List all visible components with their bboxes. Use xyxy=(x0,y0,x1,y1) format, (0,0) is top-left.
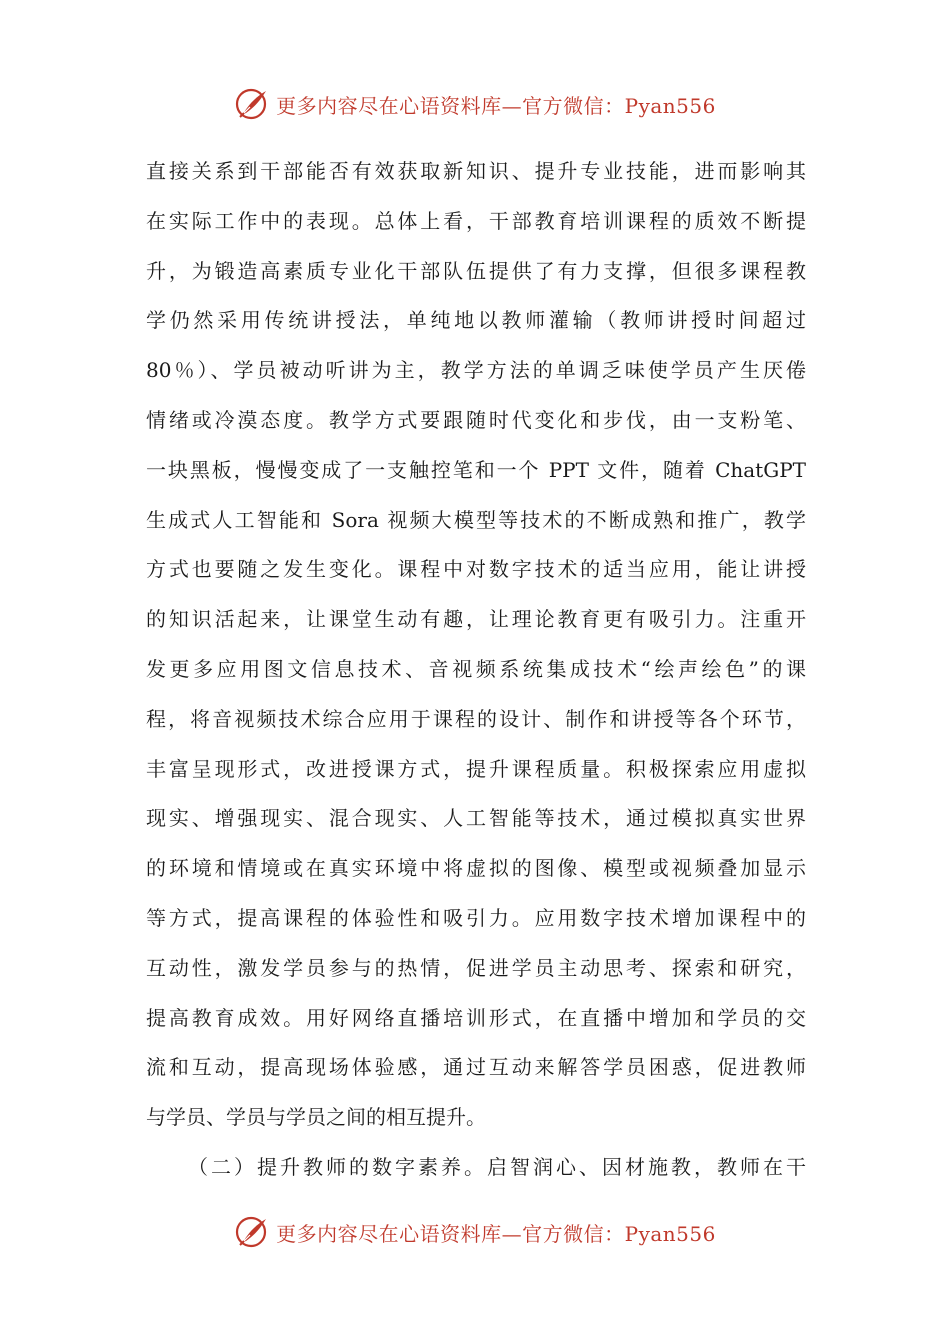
section-heading-line: （二）提升教师的数字素养。启智润心、因材施教，教师在干 xyxy=(188,1154,806,1179)
text-line: 发更多应用图文信息技术、音视频系统集成技术“绘声绘色”的课 xyxy=(146,656,806,681)
text-line: 升，为锻造高素质专业化干部队伍提供了有力支撑，但很多课程教 xyxy=(146,258,806,283)
header-banner xyxy=(0,82,950,126)
text-line: 的环境和情境或在真实环境中将虚拟的图像、模型或视频叠加显示 xyxy=(146,856,806,881)
body-text xyxy=(146,147,806,1193)
footer-banner-text: 更多内容尽在心语资料库—官方微信：Pyan556 xyxy=(276,1221,716,1246)
text-line: 等方式，提高课程的体验性和吸引力。应用数字技术增加课程中的 xyxy=(146,905,806,930)
text-line: 80％）、学员被动听讲为主，教学方法的单调乏味使学员产生厌倦 xyxy=(146,358,806,383)
text-line: 提高教育成效。用好网络直播培训形式，在直播中增加和学员的交 xyxy=(146,1005,806,1030)
text-line: 学仍然采用传统讲授法，单纯地以教师灌输（教师讲授时间超过 xyxy=(146,308,806,333)
text-line: 流和互动，提高现场体验感，通过互动来解答学员困惑，促进教师 xyxy=(146,1055,806,1080)
text-line: 一块黑板，慢慢变成了一支触控笔和一个 PPT 文件，随着 ChatGPT xyxy=(146,457,806,482)
text-line: 互动性，激发学员参与的热情，促进学员主动思考、探索和研究， xyxy=(146,955,806,980)
text-line: 直接关系到干部能否有效获取新知识、提升专业技能，进而影响其 xyxy=(146,159,806,183)
quill-logo-icon xyxy=(234,1214,270,1250)
text-line: 程，将音视频技术综合应用于课程的设计、制作和讲授等各个环节， xyxy=(146,706,806,731)
quill-logo-icon xyxy=(234,86,270,122)
text-line: 现实、增强现实、混合现实、人工智能等技术，通过模拟真实世界 xyxy=(146,806,806,831)
text-line: 丰富呈现形式，改进授课方式，提升课程质量。积极探索应用虚拟 xyxy=(146,756,806,781)
text-line: 情绪或冷漠态度。教学方式要跟随时代变化和步伐，由一支粉笔、 xyxy=(146,407,806,432)
text-line: 的知识活起来，让课堂生动有趣，让理论教育更有吸引力。注重开 xyxy=(146,607,806,632)
text-line: 与学员、学员与学员之间的相互提升。 xyxy=(146,1105,486,1130)
footer-banner xyxy=(0,1210,950,1254)
header-banner-text: 更多内容尽在心语资料库—官方微信：Pyan556 xyxy=(276,93,716,118)
text-line: 方式也要随之发生变化。课程中对数字技术的适当应用，能让讲授 xyxy=(146,557,806,582)
text-line: 在实际工作中的表现。总体上看，干部教育培训课程的质效不断提 xyxy=(146,208,806,233)
text-line: 生成式人工智能和 Sora 视频大模型等技术的不断成熟和推广，教学 xyxy=(146,507,806,532)
